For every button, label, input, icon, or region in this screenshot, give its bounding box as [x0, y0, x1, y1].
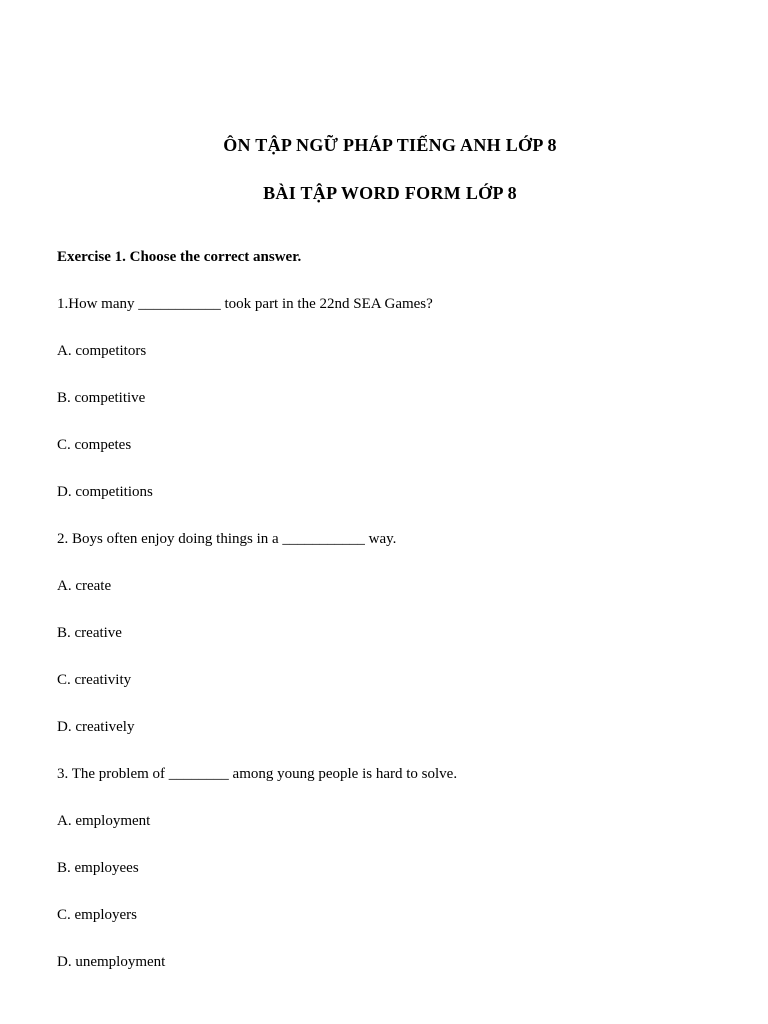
question-2-option-c: C. creativity: [57, 672, 132, 688]
question-2-option-a: A. create: [57, 578, 112, 594]
exercise-heading: Exercise 1. Choose the correct answer.: [57, 249, 302, 265]
question-1-option-d: D. competitions: [57, 484, 153, 500]
question-2-option-d: D. creatively: [57, 719, 135, 735]
question-1-text: 1.How many ___________ took part in the 22nd SEA Games?: [57, 296, 433, 312]
document-title: ÔN TẬP NGỮ PHÁP TIẾNG ANH LỚP 8: [223, 135, 557, 155]
question-3-text: 3. The problem of ________ among young people is hard to solve.: [57, 766, 458, 782]
question-3-option-c: C. employers: [57, 907, 137, 923]
question-2-option-b: B. creative: [57, 625, 122, 641]
document-subtitle: BÀI TẬP WORD FORM LỚP 8: [263, 183, 517, 203]
question-2-text: 2. Boys often enjoy doing things in a ___________ way.: [57, 531, 397, 547]
question-3-option-a: A. employment: [57, 813, 151, 829]
question-1-option-c: C. competes: [57, 437, 132, 453]
question-1-option-b: B. competitive: [57, 390, 146, 406]
question-1-option-a: A. competitors: [57, 343, 147, 359]
question-3-option-b: B. employees: [57, 860, 139, 876]
question-3-option-d: D. unemployment: [57, 954, 166, 970]
